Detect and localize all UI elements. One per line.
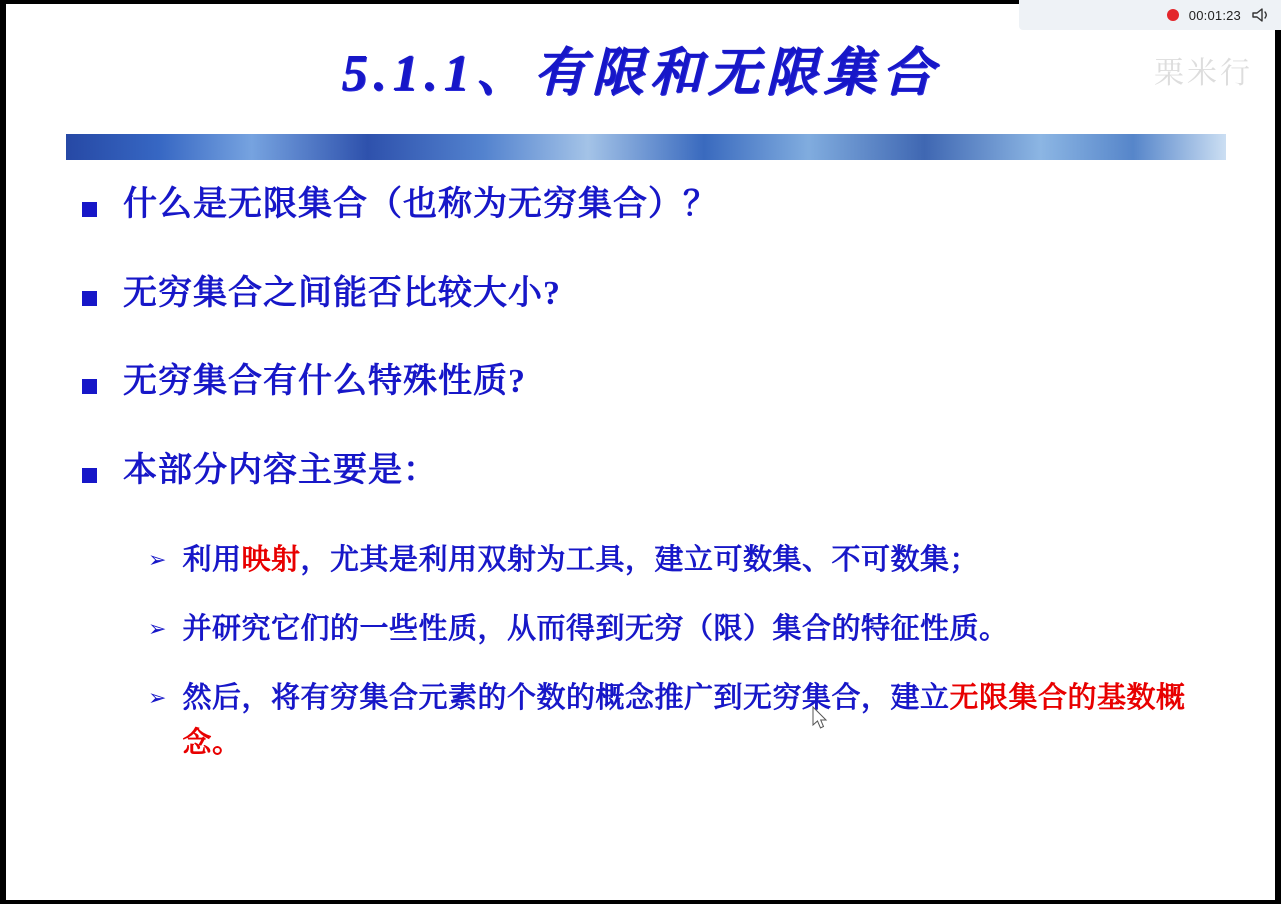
bullet-item <box>6 361 1275 404</box>
speaker-icon[interactable] <box>1251 6 1271 24</box>
sub-bullet-part-highlight: 无限集合的基数概念。 <box>182 681 1186 759</box>
square-bullet-icon <box>82 379 97 394</box>
watermark-text: 栗米行 <box>1154 57 1253 90</box>
slide-canvas <box>6 4 1275 900</box>
square-bullet-icon <box>82 291 97 306</box>
record-dot-icon[interactable] <box>1167 9 1179 21</box>
arrow-bullet-icon: ➢ <box>148 685 167 711</box>
sub-bullet-label <box>182 676 1225 766</box>
bullet-label: 无穷集合之间能否比较大小? <box>123 274 561 312</box>
bullet-item <box>6 273 1275 316</box>
decorative-rule <box>66 134 1226 160</box>
sub-bullet-part: 利用 <box>182 544 242 576</box>
bullet-label: 无穷集合有什么特殊性质? <box>123 363 526 400</box>
sub-bullet-label <box>182 538 979 583</box>
sub-bullet-item <box>6 676 1275 766</box>
square-bullet-icon <box>82 202 97 217</box>
arrow-bullet-icon: ➢ <box>148 616 167 642</box>
bullet-label: 本部分内容主要是： <box>123 451 438 489</box>
sub-bullet-part: 然后，将有穷集合元素的个数的概念推广到无穷集合，建立 <box>182 681 950 714</box>
bullet-item <box>6 184 1275 227</box>
slide-body <box>6 184 1275 790</box>
sub-bullet-part-highlight: 映射 <box>241 544 301 576</box>
recording-toolbar[interactable] <box>1019 0 1281 30</box>
arrow-bullet-icon: ➢ <box>148 548 167 573</box>
recording-timer: 00:01:23 <box>1188 7 1241 23</box>
square-bullet-icon <box>82 468 97 483</box>
sub-bullet-item <box>6 538 1275 583</box>
mouse-cursor-icon <box>812 706 830 737</box>
sub-bullet-item <box>6 607 1275 652</box>
bullet-item <box>6 450 1275 493</box>
bullet-label: 什么是无限集合（也称为无穷集合）？ <box>123 186 718 223</box>
sub-bullet-part: ，尤其是利用双射为工具，建立可数集、不可数集； <box>300 544 979 576</box>
sub-bullet-part: 并研究它们的一些性质，从而得到无穷（限）集合的特征性质。 <box>182 612 1009 645</box>
sub-bullet-label <box>182 607 1008 652</box>
slide-title: 5.1.1、有限和无限集合 <box>341 45 940 102</box>
